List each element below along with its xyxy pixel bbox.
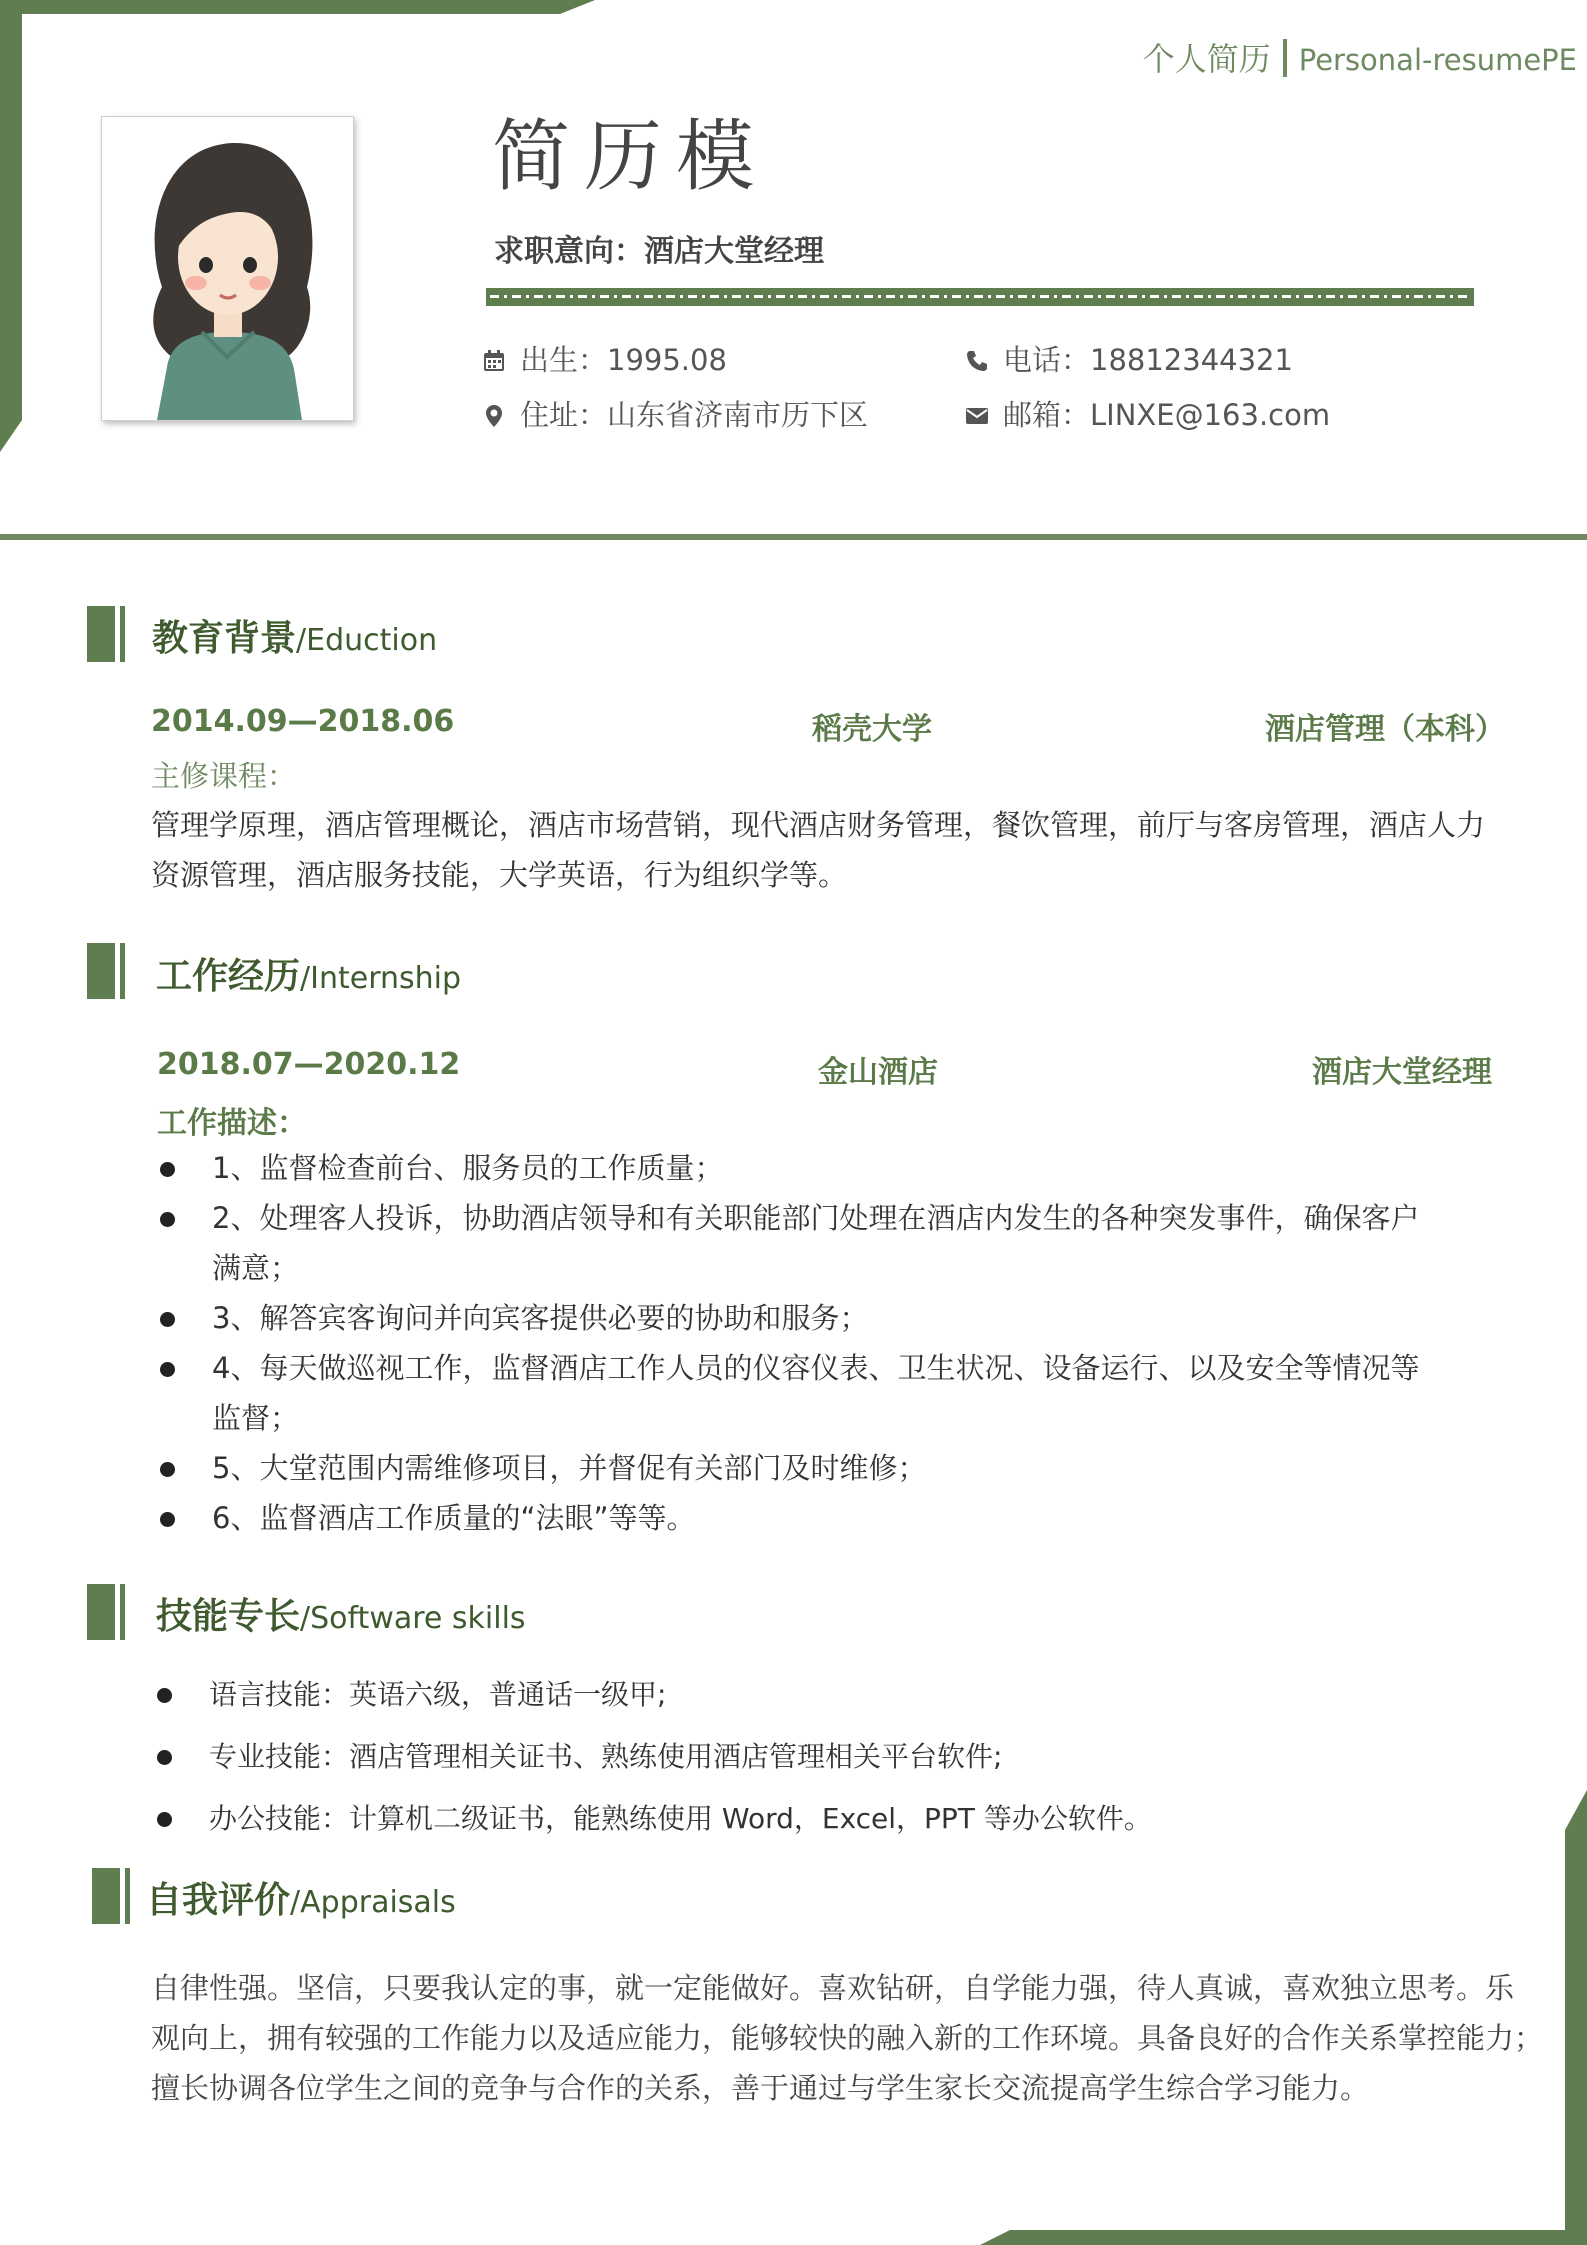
bullet-dot <box>160 1162 175 1177</box>
self-eval-line-1: 自律性强。坚信，只要我认定的事，就一定能做好。喜欢钻研，自学能力强，待人真诚，喜欢独立思考。乐 <box>151 1971 1515 2005</box>
birth-info <box>482 338 727 379</box>
self-eval-line-3: 擅长协调各位学生之间的竞争与合作的关系，善于通过与学生家长交流提高学生综合学习能力。 <box>151 2071 1370 2105</box>
self-title-en: /Appraisals <box>290 1885 456 1920</box>
section-bar <box>87 606 115 662</box>
work-item-4-cont: 监督； <box>212 1401 300 1435</box>
section-bar-thin <box>120 1584 125 1640</box>
envelope-icon <box>965 404 989 428</box>
address-text: 住址：山东省济南市历下区 <box>520 398 869 432</box>
location-icon <box>482 404 506 428</box>
section-bar <box>87 1584 115 1640</box>
work-item-5: 5、大堂范围内需维修项目，并督促有关部门及时维修； <box>212 1451 927 1485</box>
work-company: 金山酒店 <box>818 1055 938 1090</box>
section-bar-thin <box>125 1868 130 1924</box>
job-intent-label: 求职意向： <box>494 234 644 269</box>
bullet-dot <box>160 1312 175 1327</box>
skill-item-2: 专业技能：酒店管理相关证书、熟练使用酒店管理相关平台软件; <box>209 1740 1003 1773</box>
courses-line-2: 资源管理，酒店服务技能，大学英语，行为组织学等。 <box>151 858 848 892</box>
phone-icon <box>965 349 989 373</box>
education-major: 酒店管理（本科） <box>1265 712 1505 747</box>
section-title-work <box>156 948 461 999</box>
skill-item-3: 办公技能：计算机二级证书，能熟练使用 Word，Excel，PPT 等办公软件。 <box>209 1802 1152 1835</box>
phone-text: 电话：18812344321 <box>1003 343 1293 377</box>
bullet-dot <box>157 1812 172 1827</box>
work-item-2-cont: 满意； <box>212 1251 300 1285</box>
resume-label <box>1143 34 1577 80</box>
resume-label-cn: 个人简历 <box>1142 40 1271 78</box>
bullet-dot <box>160 1462 175 1477</box>
calendar-icon <box>482 349 506 373</box>
email-info <box>965 393 1330 434</box>
section-bar-thin <box>120 943 125 999</box>
courses-line-1: 管理学原理，酒店管理概论，酒店市场营销，现代酒店财务管理，餐饮管理，前厅与客房管理，酒店人力 <box>151 808 1486 842</box>
skill-item-1: 语言技能：英语六级，普通话一级甲; <box>209 1678 667 1711</box>
bullet-dot <box>157 1750 172 1765</box>
courses-label: 主修课程： <box>151 759 297 793</box>
work-item-3: 3、解答宾客询问并向宾客提供必要的协助和服务； <box>212 1301 869 1335</box>
work-position: 酒店大堂经理 <box>1312 1055 1492 1090</box>
candidate-name: 简历模 <box>492 112 769 202</box>
self-title-cn: 自我评价 <box>146 1880 291 1921</box>
section-bar <box>87 943 115 999</box>
work-item-1: 1、监督检查前台、服务员的工作质量； <box>212 1151 724 1185</box>
job-intent-value: 酒店大堂经理 <box>644 234 824 269</box>
bullet-dot <box>160 1362 175 1377</box>
work-item-2: 2、处理客人投诉，协助酒店领导和有关职能部门处理在酒店内发生的各种突发事件，确保客户 <box>212 1201 1420 1235</box>
section-bar-thin <box>120 606 125 662</box>
work-desc-label: 工作描述： <box>157 1106 307 1141</box>
address-info <box>482 393 868 434</box>
bullet-dot <box>160 1512 175 1527</box>
education-title-cn: 教育背景 <box>152 618 297 659</box>
section-bar <box>92 1868 120 1924</box>
resume-label-en: Personal-resumePE <box>1298 43 1577 77</box>
section-title-skills <box>156 1588 526 1639</box>
email-text: 邮箱：LINXE@163.com <box>1003 398 1331 432</box>
education-period: 2014.09—2018.06 <box>151 704 455 739</box>
skills-title-cn: 技能专长 <box>156 1596 301 1637</box>
work-title-en: /Internship <box>300 961 462 996</box>
bullet-dot <box>160 1212 175 1227</box>
work-title-cn: 工作经历 <box>156 956 301 997</box>
education-title-en: /Eduction <box>296 623 438 658</box>
section-title-education <box>152 610 437 661</box>
self-eval-line-2: 观向上，拥有较强的工作能力以及适应能力，能够较快的融入新的工作环境。具备良好的合作关系掌控能力； <box>151 2021 1544 2055</box>
work-period: 2018.07—2020.12 <box>157 1047 461 1082</box>
label-separator <box>1283 39 1287 77</box>
header-divider <box>486 288 1474 306</box>
education-school: 稻壳大学 <box>812 712 932 747</box>
job-intent <box>494 226 824 270</box>
avatar-photo <box>101 116 354 421</box>
section-title-self <box>146 1872 456 1923</box>
skills-title-en: /Software skills <box>300 1601 526 1636</box>
bullet-dot <box>157 1688 172 1703</box>
phone-info <box>965 338 1293 379</box>
work-item-6: 6、监督酒店工作质量的“法眼”等等。 <box>212 1501 696 1535</box>
work-item-4: 4、每天做巡视工作，监督酒店工作人员的仪容仪表、卫生状况、设备运行、以及安全等情况等 <box>212 1351 1420 1385</box>
birth-text: 出生：1995.08 <box>520 343 727 377</box>
header-bottom-line <box>0 534 1587 540</box>
